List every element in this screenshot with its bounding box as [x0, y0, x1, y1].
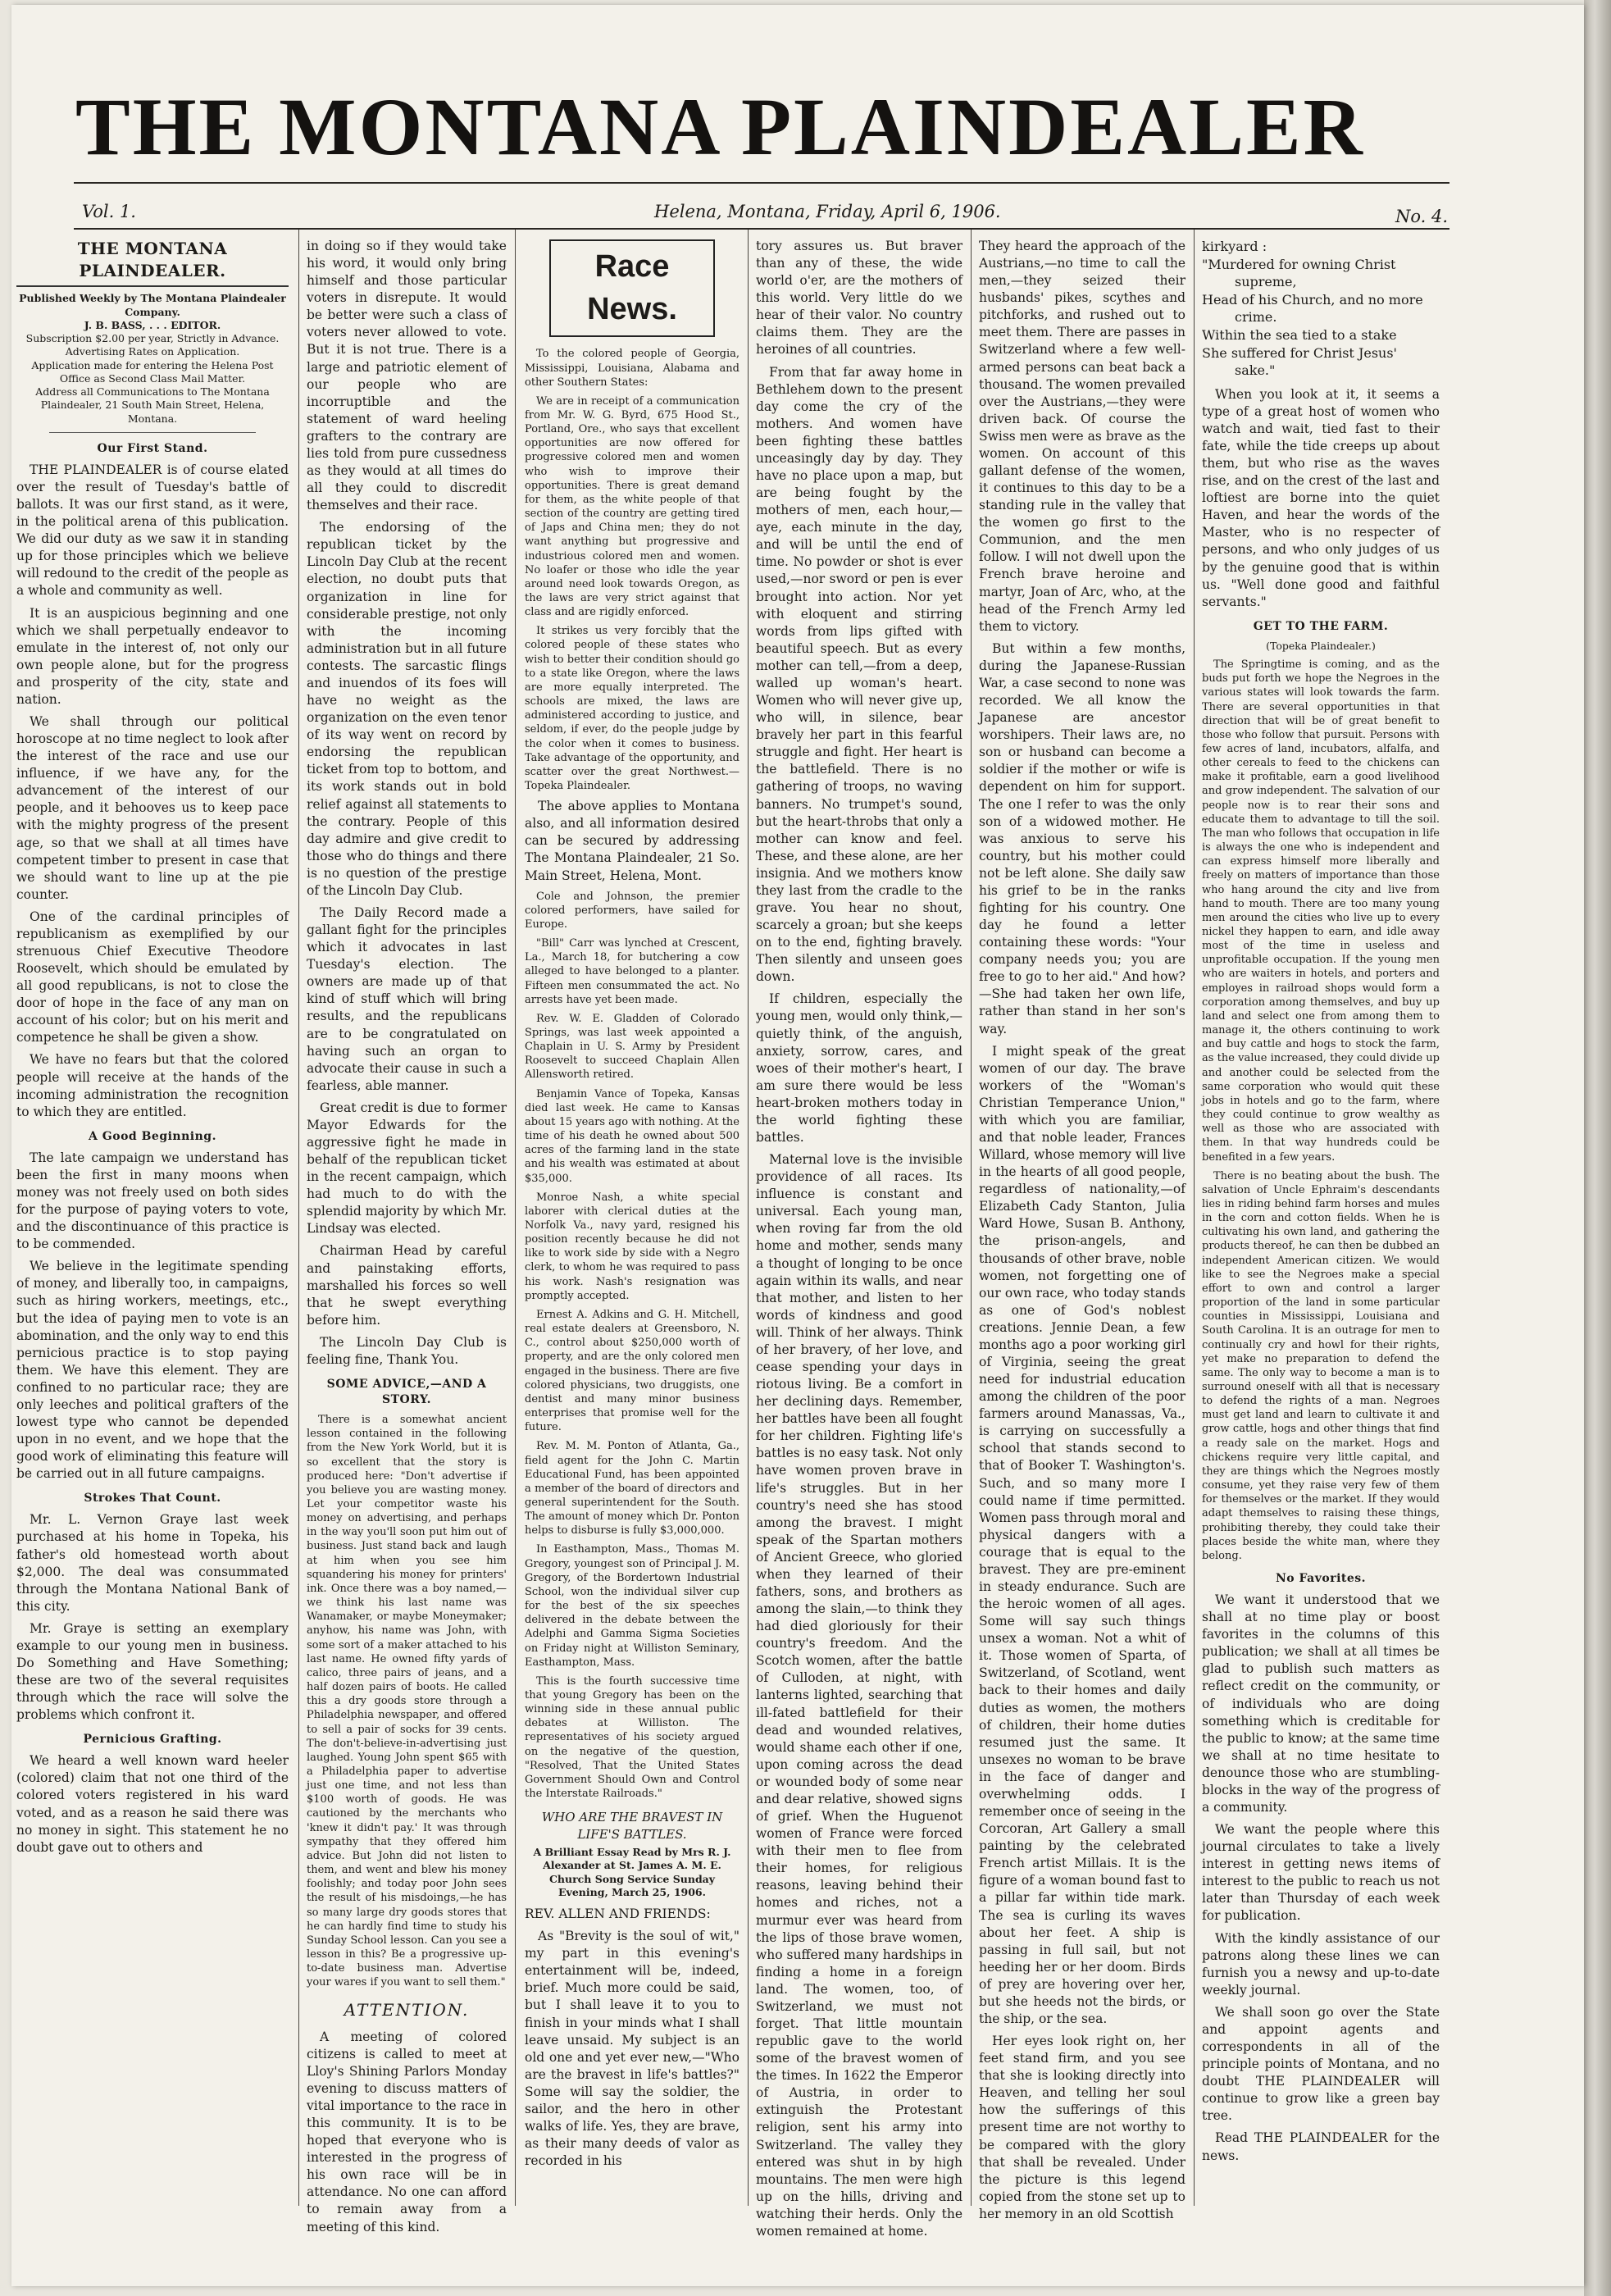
article-paragraph: One of the cardinal principles of republicanism as exemplified by our strenuous Chief Executive Theodore Roosevelt, which should be emulated by all good republicans, is not to close the door of hope in the face of any man on account of his color; but on his merit and competence he shall be given a show. [16, 909, 289, 1046]
article-paragraph: It strikes us very forcibly that the colored people of these states who wish to better their condition should go to a state like Oregon, where the laws are more equally interpreted. The schools are mixed, the laws are administered according to justice, and seldom, if ever, do the people judge by the color when it comes to business. Take advantage of the opportunity, and scatter over the great Northwest.—Topeka Plaindealer. [525, 625, 740, 793]
article-paragraph: Maternal love is the invisible providence of all races. Its influence is constant and universal. Each young man, when roving far from the old home and mother, sends many a thought of longing to be once again within its walls, and near that mother, and listen to her words of kindness and good will. Think of her always. Think of her bravery, of her love, and cease spending your days in riotous living. Be a comfort in her declining days. Remember, her battles have been all fought for her children. Fighting life's battles is no easy task. Not only have women proven brave in life's struggles. But in her country's need she has stood among the bravest. I might speak of the Spartan mothers of Ancient Greece, who gloried when they learned of their fathers, sons, and brothers as among the slain,—to think they had died gloriously for their country's freedom. And the Scotch women, after the battle of Culloden, at night, with lanterns lighted, searching that ill-fated battlefield for their dead and wounded relatives, would shame each other if one, upon coming across the dead or wounded body of some near and dear relative, showed signs of grief. When the Huguenot women of France were forced with their men to flee from their homes, for religious reasons, leaving behind their homes and riches, not a murmur ever was heard from the lips of those brave women, who suffered many hardships in finding a home in a foreign land. The women, too, of Switzerland, we must not forget. That little mountain republic gave to the world some of the bravest women of the times. In 1622 the Emperor of Austria, in order to extinguish the Protestant religion, sent his army into Switzerland. The valley they entered was shut in by high mountains. The men were high up on the hills, driving and watching their herds. Only the women remained at home. [756, 1152, 963, 2239]
place-date: Helena, Montana, Friday, April 6, 1906. [654, 202, 1001, 221]
article-paragraph: The Springtime is coming, and as the buds put forth we hope the Negroes in the various states will look towards the farm. There are several opportunities in that direction that will be of great benefit to those who follow that pursuit. Persons with few acres of land, incubators, alfalfa, and other cereals to feed to the chickens can make it profitable, earn a good livelihood and grow independent. The salvation of our people now is to rear their sons and educate them to advantage to till the soil. The man who follows that occupation in life is always the one who is independent and can express himself more liberally and freely on matters of importance than those who hang around the city and live from hand to mouth. There are too many young men around the cities who live up to every nickel they happen to earn, and idle away most of the time in useless and unprofitable occupation. If the young men who are waiters in hotels, and porters and employes in railroad shops would form a corporation among themselves, and buy up land and select one from among them to manage it, the others continuing to work and buy cattle and hogs to stock the farm, as the value increased, they could divide up and another could be selected from the same corporation who would quit these jobs in hotels and go to the farm, where they could continue to grow wealthy as well as those who are associated with them. In that way hundreds could be benefited in a few years. [1202, 658, 1440, 1164]
article-paragraph: The late campaign we understand has been the first in many moons when money was not freely used on both sides for the purpose of paying voters to vote, and the discontinuance of this practice is to be commended. [16, 1150, 289, 1252]
editor-line: J. B. BASS, . . . EDITOR. [84, 318, 221, 331]
article-paragraph: Her eyes look right on, her feet stand firm, and you see that she is looking directly into Heaven, and telling her soul how the sufferings of this present time are not worthy to be compared with the glory that shall be revealed. Under the picture is this legend copied from the stone set up to her memory in an old Scottish [979, 2034, 1185, 2221]
news-brief: Ernest A. Adkins and G. H. Mitchell, real estate dealers at Greensboro, N. C., control about $250,000 worth of property, and are the only colored men engaged in the business. There are five colored physicians, two druggists, one dentist and many minor business enterprises that promise well for the future. [525, 1308, 740, 1434]
separator [49, 432, 256, 433]
news-brief: Rev. W. E. Gladden of Colorado Springs, was last week appointed a Chaplain in U. S. Army by President Roosevelt to succeed Chaplain Allen Allensworth retired. [525, 1012, 740, 1082]
masthead-title: THE MONTANA PLAINDEALER [75, 81, 1365, 172]
paper-name: THE MONTANA PLAINDEALER. [16, 238, 289, 287]
article-paragraph: We want the people where this journal circulates to take a lively interest in getting news items of interest to the public to reach us not later than Thursday of each week for publication. [1202, 1822, 1440, 1924]
news-brief: Monroe Nash, a white special laborer with clerical duties at the Norfolk Va., navy yard, resigned his position recently because he did not like to work side by side with a Negro clerk, to whom he was required to pass his work. Nash's resignation was promptly accepted. [525, 1191, 740, 1302]
essay-subtitle: A Brilliant Essay Read by Mrs R. J. Alexander at St. James A. M. E. Church Song Service Sunday Evening, March 25, 1906. [533, 1846, 731, 1898]
poem-line: sake." [1235, 362, 1276, 379]
article-paragraph: THE PLAINDEALER is of course elated over the result of Tuesday's battle of ballots. It was our first stand, as it were, in the political arena of this publication. We did our duty as we saw it in standing up for those principles which we believe will redound to the credit of the people as a whole and community as well. [16, 462, 289, 599]
article-paragraph: tory assures us. But braver than any of these, the wide world o'er, are the mothers of this world. Very little do we hear of their valor. No country claims them. They are the heroines of all countries. [756, 239, 963, 358]
news-brief: This is the fourth successive time that young Gregory has been on the winning side in these annual public debates at Williston. The representatives of his society argued on the negative of the question, "Resolved, That the United States Government Should Own and Control the Interstate Railroads." [525, 1674, 740, 1801]
article-paragraph: If children, especially the young men, would only think,—quietly think, of the anguish, anxiety, sorrow, cares, and woes of their mother's heart, I am sure there would be less heart-broken mothers today in the world fighting these battles. [756, 991, 963, 1145]
poem-line: crime. [1235, 309, 1277, 326]
column-rule [748, 230, 749, 2206]
column-2 [307, 238, 507, 2234]
headline-pernicious-grafting: Pernicious Grafting. [83, 1733, 222, 1747]
issue-number: No. 4. [1395, 207, 1448, 226]
headline-strokes-that-count: Strokes That Count. [84, 1492, 221, 1506]
headline-first-stand: Our First Stand. [97, 441, 208, 455]
article-paragraph: They heard the approach of the Austrians,—no time to call the men,—they seized their husbands' pikes, scythes and pitchforks, and rushed out to meet them. There are passes in Switzerland where a few well-armed persons can beat back a thousand. The women prevailed over the Austrians,—they were driven back. Of course the Swiss men were as brave as the women. On account of this gallant defense of the women, it continues to this day to be a standing rule in the valley that the women go first to the Communion, and the men follow. I will not dwell upon the French brave heroine and martyr, Joan of Arc, who, at the head of the French Army led them to victory. [979, 239, 1185, 634]
address-info: Address all Communications to The Montana Plaindealer, 21 South Main Street, Helena, Montana. [35, 385, 270, 425]
news-brief: In Easthampton, Mass., Thomas M. Gregory, youngest son of Principal J. M. Gregory, of the Bordertown Industrial School, won the individual silver cup for the best of the six speeches delivered in the debate between the Adelphi and Gamma Sigma Societies on Friday night at Williston Seminary, Easthampton, Mass. [525, 1543, 740, 1669]
column-rule [515, 230, 516, 2206]
race-news-briefs [525, 890, 740, 1802]
binding-edge [1584, 0, 1611, 2296]
race-news-items [525, 347, 740, 793]
masthead-rule [74, 182, 1449, 184]
article-paragraph: Great credit is due to former Mayor Edwards for the aggressive fight he made in behalf of the republican ticket in the recent campaign, which had much to do with the splendid majority by which Mr. Lindsay was elected. [307, 1100, 507, 1237]
epitaph-poem [1202, 238, 1440, 380]
column-4 [756, 238, 963, 2239]
article-paragraph: There is no beating about the bush. The salvation of Uncle Ephraim's descendants lies in riding behind farm horses and mules in the corn and cotton fields. When he is cultivating his own land, and gathering the products thereof, he can then be dubbed an independent American citizen. We would like to see the Negroes make a special effort to own and control a larger proportion of the land in some particular counties in Mississippi, Louisiana and South Carolina. It is an outrage for men to continually cry and howl for their rights, yet make no preparation to defend the same. The only way to become a man is to surround oneself with all that is necessary to defend the rights of a man. Negroes must get land and learn to cultivate it and grow cattle, hogs and other things that find a ready sale on the market. Hogs and chickens require very little capital, and they are things which the Negroes mostly consume, yet they raise very few of them for themselves or the market. If they would adapt themselves to raising these things, prohibiting thereby, they could take their places beside the white man, where they belong. [1202, 1169, 1440, 1562]
article-paragraph: The Daily Record made a gallant fight for the principles which it advocates in last Tuesday's election. The owners are made up of that kind of stuff which will bring results, and the republicans are to be congratulated on having such an organ to advocate their cause in such a fearless, able manner. [307, 904, 507, 1093]
article-paragraph: There is a somewhat ancient lesson contained in the following from the New York World, but it is so excellent that the story is produced here: "Don't advertise if you believe you are wasting money. Let your competitor waste his money on advertising, and perhaps in the way you'll soon put him out of business. Just stand back and laugh at him when you see him squandering his money for printers' ink. Once there was a boy named,—we think his last name was Wanamaker, or maybe Moneymaker; anyhow, his name was John, with some sort of a maker attached to his last name. He owned fifty yards of calico, three pairs of jeans, and a half dozen pairs of boots. He called this a dry goods store through a Philadelphia newspaper, and offered to sell a pair of socks for 39 cents. The don't-believe-in-advertising just laughed. Young John spent $65 with a Philadelphia paper to advertise just one time, and not less than $100 worth of goods. He was cautioned by the merchants who 'knew it didn't pay.' It was through sympathy that they offered him advice. But John did not listen to them, and went and blew his money foolishly; and today poor John sees the result of his misdoings,—he has so many large dry goods stores that he can hardly find time to study his Sunday School lesson. Can you see a lesson in this? Be a progressive up-to-date business man. Advertise your wares if you want to sell them." [307, 1414, 507, 1989]
poem-line: "Murdered for owning Christ [1202, 256, 1396, 272]
article-paragraph: We have no fears but that the colored people will receive at the hands of the incoming administration the recognition to which they are entitled. [16, 1052, 289, 1119]
poem-line: She suffered for Christ Jesus' [1202, 344, 1397, 361]
article-paragraph: As "Brevity is the soul of wit," my part in this evening's entertainment will be, indeed, brief. Much more could be said, but I shall leave it to you to finish in your minds what I shall leave unsaid. My subject is an old one and yet ever new,—"Who are the bravest in life's battles?" Some will say the soldier, the sailor, and the hero in other walks of life. Yes, they are brave, as their many deeds of valor as recorded in his [525, 1929, 740, 2169]
headline-attention: ATTENTION. [344, 2000, 470, 2020]
article-paragraph: The Lincoln Day Club is feeling fine, Thank You. [307, 1334, 507, 1367]
essay-title: WHO ARE THE BRAVEST IN LIFE'S BATTLES. [541, 1810, 723, 1842]
column-3 [525, 238, 740, 2206]
news-brief: Rev. M. M. Ponton of Atlanta, Ga., field agent for the John C. Martin Educational Fund, has been appointed a member of the board of directors and general superintendent for the South. The amount of money which Dr. Ponton helps to disburse is fully $3,000,000. [525, 1440, 740, 1538]
postoffice-info: Application made for entering the Helena Post Office as Second Class Mail Matter. [31, 358, 274, 385]
column-rule [298, 230, 299, 2206]
headline-get-to-the-farm: GET TO THE FARM. [1253, 619, 1389, 633]
poem-line: Head of his Church, and no more [1202, 291, 1423, 308]
source-credit: (Topeka Plaindealer.) [1266, 639, 1376, 652]
headline-no-favorites: No Favorites. [1275, 1572, 1367, 1586]
column-rule [1194, 230, 1195, 2206]
headline-good-beginning: A Good Beginning. [89, 1129, 216, 1143]
article-paragraph: Chairman Head by careful and painstaking efforts, marshalled his forces so well that he swept everything before him. [307, 1243, 507, 1328]
article-paragraph: The above applies to Montana also, and all information desired can be secured by addressing The Montana Plaindealer, 21 So. Main Street, Helena, Mont. [525, 799, 740, 883]
column-1 [16, 238, 289, 2206]
news-brief: Cole and Johnson, the premier colored performers, have sailed for Europe. [525, 890, 740, 931]
article-paragraph: We shall soon go over the State and appoint agents and correspondents in all of the principle points of Montana, and no doubt THE PLAINDEALER will continue to grow like a green bay tree. [1202, 2004, 1440, 2124]
column-5 [979, 238, 1185, 2221]
race-news-header: Race News. [549, 239, 715, 337]
essay-salutation: REV. ALLEN AND FRIENDS: [525, 1906, 711, 1922]
article-paragraph: It is an auspicious beginning and one which we shall perpetually endeavor to emulate in the interest of, not only our own people alone, but for the progress and prosperity of the city, state and nation. [16, 605, 289, 707]
poem-line: kirkyard : [1202, 239, 1267, 254]
poem-line: supreme, [1235, 274, 1297, 290]
article-paragraph: in doing so if they would take his word, it would only bring himself and those particular voters in disrepute. It would be better were such a class of voters never allowed to vote. But it is not true. There is a large and patriotic element of our people who are incorruptible and the statement of ward heeling grafters to the contrary are lies told from pure cussedness as they would at all times do all they could to discredit themselves and their race. [307, 239, 507, 513]
publication-info [16, 292, 289, 426]
article-paragraph: To the colored people of Georgia, Mississippi, Louisiana, Alabama and other Southern States: [525, 348, 740, 389]
article-paragraph: Mr. L. Vernon Graye last week purchased at his home in Topeka, his father's old homestead worth about $2,000. The deal was consummated through the Montana National Bank of this city. [16, 1512, 289, 1614]
article-paragraph: We shall through our political horoscope at no time neglect to look after the interest of the race and use our influence, if we have any, for the advancement of the interest of our people, and it behooves us to keep pace with the mighty progress of the present age, so that we shall at all times have competent timber to present in case that we should want to line up at the pie counter. [16, 714, 289, 902]
article-paragraph: Read THE PLAINDEALER for the news. [1202, 2130, 1440, 2163]
article-paragraph: But within a few months, during the Japanese-Russian War, a case second to none was recorded. We all know the Japanese are ancestor worshipers. Their laws are, no son or husband can become a soldier if the mother or wife is dependent on him for support. The one I refer to was the only son of a widowed mother. He was anxious to serve his country, but his mother could not be left alone. She daily saw his grief to be in the ranks fighting for his country. One day he found a letter containing these words: "Your company needs you; you are free to go to her aid." And how?—She had taken her own life, rather than stand in her son's way. [979, 640, 1185, 1036]
farm-article [1202, 658, 1440, 1563]
article-paragraph: We are in receipt of a communication from Mr. W. G. Byrd, 675 Hood St., Portland, Ore., who says that excellent opportunities are now offered for progressive colored men and women who wish to improve their opportunities. There is great demand for them, as the white people of that section of the country are getting tired of Japs and China men; they do not want anything but progressive and industrious colored men and women. No loafer or those who idle the year around need look towards Oregon, as the laws are very strict against that class and are rigidly enforced. [525, 394, 740, 619]
article-paragraph: Mr. Graye is setting an exemplary example to our young men in business. Do Something and Have Something; these are two of the several requisites through which the race will solve the problems which confront it. [16, 1620, 289, 1723]
article-paragraph: I might speak of the great women of our day. The brave workers of the "Woman's Christian Temperance Union," with which you are familiar, and that noble leader, Frances Willard, whose memory will live in the hearts of all good people, regardless of nationality,—of Elizabeth Cady Stanton, Julia Ward Howe, Susan B. Anthony, the prison-angels, and thousands of other brave, noble women, not forgetting one of our own race, who today stands as one of God's noblest creations. Jennie Dean, a few months ago a poor working girl of Virginia, seeing the great need for industrial education among the children of the poor farmers around Manassas, Va., is carrying on successfully a school that stands second to that of Booker T. Washington's. Such, and so many more I could name if time permitted. Women pass through moral and physical dangers with a courage that is equal to the bravest. They are pre-eminent in steady endurance. Such are the heroic women of all ages. Some will say such things unsex a woman. Not a whit of it. Those women of Sparta, of Switzerland, of Scotland, went back to their homes and daily duties as women, the mothers of children, their home duties resumed just the same. It unsexes no woman to be brave in the face of danger and overwhelming odds. I remember once of seeing in the Corcoran, Art Gallery a small painting by the celebrated French artist Millais. It is the figure of a woman bound fast to a pillar far within tide mark. The sea is curling its waves about her feet. A ship is passing in full sail, but not heeding her or her doom. Birds of prey are hovering over her, but she heeds not the birds, or the ship, or the sea. [979, 1043, 1185, 2026]
headline-some-advice: SOME ADVICE,—AND A STORY. [326, 1378, 487, 1407]
column-rule [971, 230, 972, 2206]
article-paragraph: When you look at it, it seems a type of a great host of women who watch and wait, tied fast to their fate, while the tide creeps up about them, but who rise as the waves rise, and on the crest of the last and loftiest are borne into the quiet Haven, and hear the words of the Master, who is no respecter of persons, and who only judges of us by the genuine good that is within us. "Well done good and faithful servants." [1202, 386, 1440, 609]
article-paragraph: With the kindly assistance of our patrons along these lines we can furnish you a newsy and up-to-date weekly journal. [1202, 1930, 1440, 1998]
article-paragraph: The endorsing of the republican ticket by the Lincoln Day Club at the recent election, no doubt puts that organization in line for considerable prestige, not only with the incoming administration but in all future contests. The sarcastic flings and inuendos of its foes will have no weight as the organization on the even tenor of its way went on record by endorsing the republican ticket from top to bottom, and its work stands out in bold relief against all statements to the contrary. People of this day admire and give credit to those who do things and there is no question of the prestige of the Lincoln Day Club. [307, 520, 507, 898]
volume-label: Vol. 1. [82, 202, 136, 221]
subscription-info: Subscription $2.00 per year, Strictly in Advance. Advertising Rates on Application. [25, 332, 280, 358]
news-brief: "Bill" Carr was lynched at Crescent, La., March 18, for butchering a cow alleged to have belonged to a planter. Fifteen men consummated the act. No arrests have yet been made. [525, 937, 740, 1006]
dateline-rule [74, 228, 1449, 230]
dateline [71, 195, 1448, 228]
pub-line: Published Weekly by The Montana Plaindealer Company. [19, 292, 286, 318]
news-brief: Benjamin Vance of Topeka, Kansas died last week. He came to Kansas about 15 years ago with nothing. At the time of his death he owned about 500 acres of the farming land in the state and his wealth was estimated at about $35,000. [525, 1087, 740, 1185]
advice-story [307, 1413, 507, 1989]
article-paragraph: A meeting of colored citizens is called to meet at Lloy's Shining Parlors Monday evening to discuss matters of vital importance to the race in this community. It is to be hoped that everyone who is interested in the progress of his own race will be in attendance. No one can afford to remain away from a meeting of this kind. [307, 2029, 507, 2234]
article-paragraph: We heard a well known ward heeler (colored) claim that not one third of the colored voters registered in his ward voted, and as a reason he said there was no money in sight. This statement he no doubt gave out to others and [16, 1753, 289, 1855]
article-paragraph: We want it understood that we shall at no time play or boost favorites in the columns of this publication; we shall at all times be glad to publish such matters as reflect credit on the community, or of individuals who are doing something which is creditable for the public to know; at the same time we shall at no time hesitate to denounce those who are stumbling-blocks in the way of the progress of a community. [1202, 1592, 1440, 1815]
article-paragraph: From that far away home in Bethlehem down to the present day come the cry of the mothers. And women have been fighting these battles unceasingly day by day. They have no place upon a map, but are being fought by the mothers of men, each hour,—aye, each minute in the day, and will be until the end of time. No powder or shot is ever used,—nor sword or pen is ever brought into action. Nor yet with eloquent and stirring words from lips gifted with beautiful speech. But as every mother can tell,—from a deep, walled up woman's heart. Women who will never give up, who will, in silence, bear bravely her part in this fearful struggle and fight. Her heart is the battlefield. There is no gathering of troops, no waving banners. No trumpet's sound, but the heart-throbs that only a mother can know and feel. These, and these alone, are her insignia. And we mothers know they last from the cradle to the grave. You hear no shout, scarcely a groan; but she keeps on to the end, fighting bravely. Then silently and unseen goes down. [756, 364, 963, 985]
column-6 [1202, 238, 1440, 2206]
article-paragraph: We believe in the legitimate spending of money, and liberally too, in campaigns, such as hiring workers, meetings, etc., but the idea of paying men to vote is an abomination, and the only way to end this pernicious practice is to stop paying them. We have this element. They are confined to no particular race; they are only leeches and political grafters of the lowest type who cannot be depended upon in no event, and we hope that the good work of eliminating this feature will be carried out in all future campaigns. [16, 1259, 289, 1482]
poem-line: Within the sea tied to a stake [1202, 326, 1397, 343]
